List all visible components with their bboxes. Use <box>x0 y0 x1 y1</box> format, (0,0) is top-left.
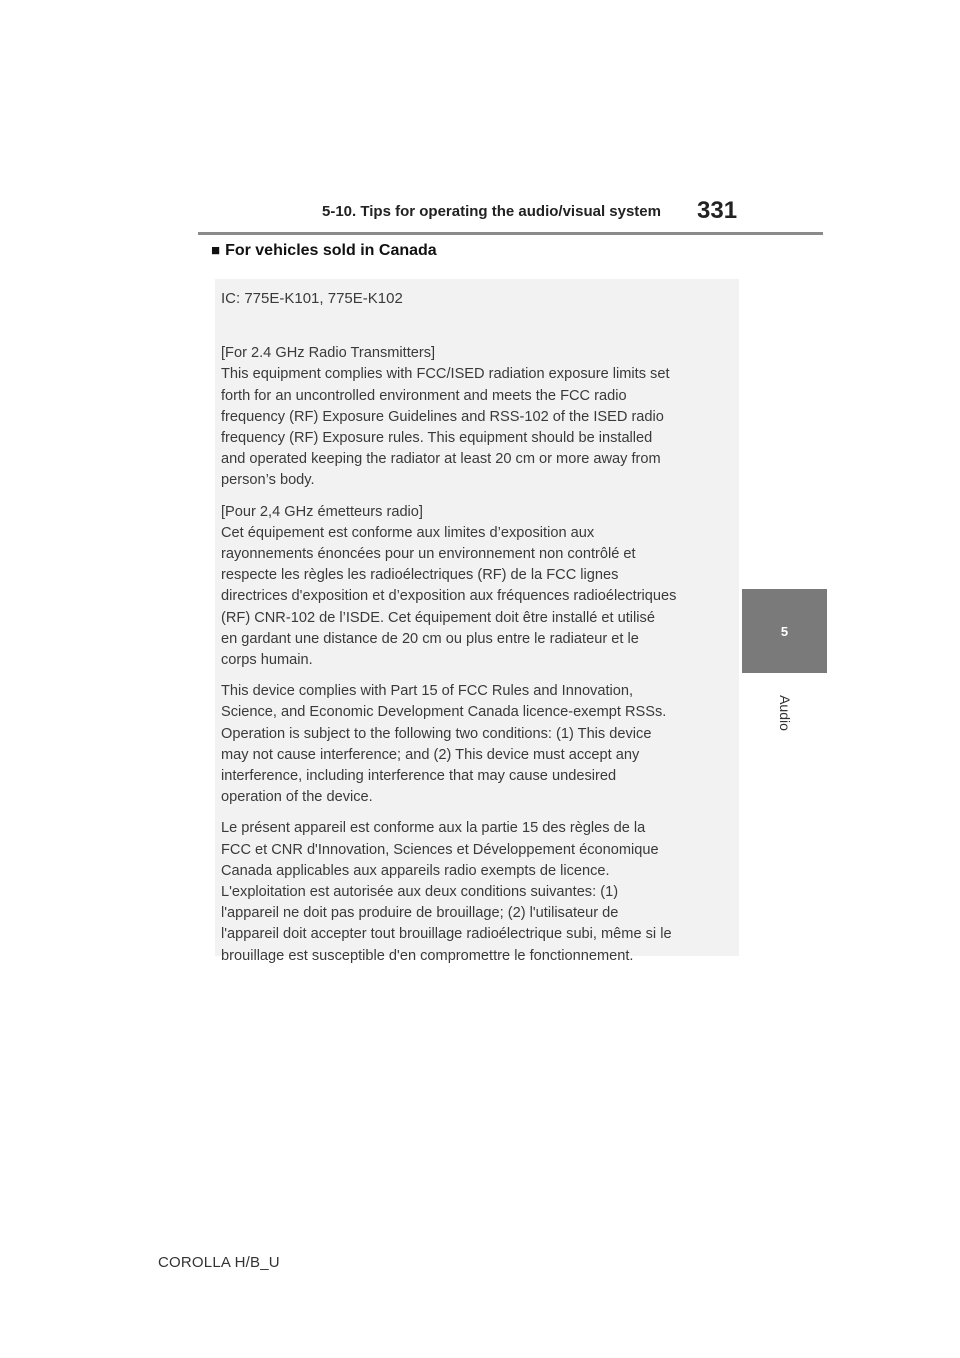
notice-line: en gardant une distance de 20 cm ou plus entre le radiateur et le <box>221 630 639 647</box>
notice-paragraph <box>221 502 739 672</box>
notice-line: operation of the device. <box>221 789 373 806</box>
notice-line: This device complies with Part 15 of FCC Rules and Innovation, <box>221 683 634 700</box>
notice-line: This equipment complies with FCC/ISED radiation exposure limits set <box>221 366 670 383</box>
notice-line: Cet équipement est conforme aux limites d’exposition aux <box>221 524 595 541</box>
square-bullet-icon: ■ <box>211 242 221 259</box>
page-number: 331 <box>697 197 738 224</box>
notice-line: Operation is subject to the following two conditions: (1) This device <box>221 725 652 742</box>
notice-line: respecte les règles les radioélectriques (RF) de la FCC lignes <box>221 567 619 584</box>
regulatory-notice <box>215 279 739 964</box>
notice-line: rayonnements énoncées pour un environnement non contrôlé et <box>221 546 636 563</box>
notice-line: brouillage est susceptible d'en compromettre le fonctionnement. <box>221 947 634 964</box>
chapter-tab <box>742 589 827 673</box>
notice-line: L'exploitation est autorisée aux deux conditions suivantes: (1) <box>221 884 619 901</box>
chapter-number: 5 <box>780 623 789 639</box>
notice-line: Science, and Economic Development Canada licence-exempt RSSs. <box>221 704 667 721</box>
notice-line: FCC et CNR d'Innovation, Sciences et Développement économique <box>221 841 659 858</box>
section-heading-text: For vehicles sold in Canada <box>225 242 437 259</box>
notice-paragraph <box>221 681 739 808</box>
footer-model-code: COROLLA H/B_U <box>158 1254 280 1271</box>
notice-line: may not cause interference; and (2) This device must accept any <box>221 746 640 763</box>
notice-line: frequency (RF) Exposure rules. This equipment should be installed <box>221 430 653 447</box>
notice-line: [Pour 2,4 GHz émetteurs radio] <box>221 503 423 520</box>
chapter-label: Audio <box>777 695 793 731</box>
notice-line: forth for an uncontrolled environment and meets the FCC radio <box>221 387 627 404</box>
notice-paragraph <box>221 818 739 966</box>
notice-line: person’s body. <box>221 472 315 489</box>
header-divider <box>198 232 823 235</box>
notice-line: directrices d'exposition et d’exposition aux fréquences radioélectriques <box>221 588 677 605</box>
notice-paragraph <box>221 343 739 491</box>
notice-line: [For 2.4 GHz Radio Transmitters] <box>221 345 436 362</box>
notice-line: (RF) CNR-102 de l’ISDE. Cet équipement doit être installé et utilisé <box>221 609 655 626</box>
notice-line: and operated keeping the radiator at least 20 cm or more away from <box>221 451 661 468</box>
notice-line: frequency (RF) Exposure Guidelines and RSS-102 of the ISED radio <box>221 408 664 425</box>
notice-line: interference, including interference that may cause undesired <box>221 768 617 785</box>
notice-line: Le présent appareil est conforme aux la partie 15 des règles de la <box>221 820 646 837</box>
notice-line: l'appareil ne doit pas produire de brouillage; (2) l'utilisateur de <box>221 905 619 922</box>
ic-certification-line: IC: 775E-K101, 775E-K102 <box>221 290 403 307</box>
notice-paragraphs <box>221 343 739 967</box>
notice-line: Canada applicables aux appareils radio exempts de licence. <box>221 862 610 879</box>
notice-line: corps humain. <box>221 652 313 669</box>
section-heading <box>211 242 437 260</box>
notice-line: l'appareil doit accepter tout brouillage radioélectrique subi, même si le <box>221 926 672 943</box>
chapter-label-container <box>770 683 800 743</box>
running-header-title: 5-10. Tips for operating the audio/visual system <box>322 203 661 220</box>
